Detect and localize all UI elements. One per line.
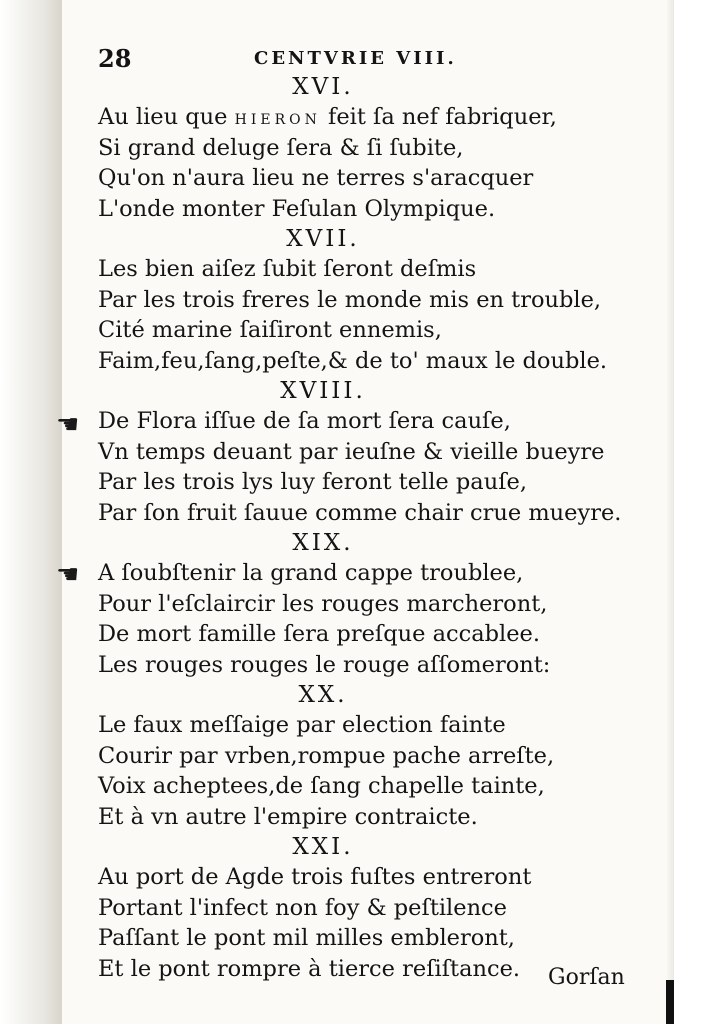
page-number: 28 (98, 44, 132, 73)
verse-line: Par les trois lys luy feront telle pauſe, (98, 469, 528, 495)
verse-line: Paſſant le pont mil milles embleront, (98, 925, 515, 951)
verse-line: Pour l'eſclaircir les rouges marcheront, (98, 590, 548, 617)
verse-line: De mort famille ſera preſque accablee. (98, 621, 541, 647)
quatrain-number: XIX. (292, 530, 354, 556)
verse-line (98, 102, 658, 133)
verse-line: Voix acheptees,de ſang chapelle tainte, (98, 773, 545, 799)
verse-line: Courir par vrben,rompue pache arreſte, (98, 742, 555, 769)
verse-line: Le faux meſſaige par election fainte (98, 712, 506, 738)
verse-line: De Flora iſſue de ſa mort ſera cauſe, (98, 408, 511, 434)
verse-line: Par les trois freres le monde mis en trouble, (98, 286, 602, 313)
verse-line: Les rouges rouges le rouge aſſomeront: (98, 651, 551, 678)
verse-text-prefix: Au lieu que (98, 104, 235, 130)
verse-text-suffix: feit ſa nef fabriquer, (320, 104, 557, 130)
quatrain-number: XVIII. (280, 378, 366, 404)
verse-line: Et à vn autre l'empire contraicte. (98, 803, 478, 830)
verse-line: Au port de Agde trois fuſtes entreront (98, 864, 532, 890)
verse-line: Les bien aiſez ſubit ſeront deſmis (98, 256, 477, 282)
quatrain-number: XXI. (292, 834, 354, 860)
verse-smallcaps: HIERON (234, 112, 321, 128)
verse-line: Vn temps deuant par ieuſne & vieille bueyre (98, 438, 605, 465)
verse-line: Si grand deluge ſera & ſi ſubite, (98, 134, 464, 161)
catchword: Gorſan (548, 965, 625, 990)
quatrain-number: XVI. (292, 74, 354, 100)
verse-line: Par ſon fruit ſauue comme chair crue mueyre. (98, 499, 622, 526)
quatrain-number: XX. (298, 682, 348, 708)
verse-line: L'onde monter Feſulan Olympique. (98, 195, 496, 222)
running-head (98, 44, 658, 72)
page-text (98, 44, 658, 984)
pointing-hand-icon: ☚ (56, 410, 80, 440)
running-title: CENTVRIE VIII. (254, 48, 457, 69)
scan-artifact (666, 980, 674, 1024)
verse-line: Portant l'infect non foy & peſtilence (98, 894, 507, 921)
pointing-hand-icon: ☚ (56, 560, 80, 590)
verse-line: Qu'on n'aura lieu ne terres s'aracquer (98, 165, 534, 191)
page-edge (666, 0, 674, 1024)
verse-line: Cité marine ſaiſiront ennemis, (98, 317, 442, 343)
verse-line: A ſoubſtenir la grand cappe troublee, (98, 560, 524, 586)
gutter-shadow (0, 0, 62, 1024)
quatrain-number: XVII. (286, 226, 360, 252)
verse-line: Faim,feu,ſang,peſte,& de to' maux le double. (98, 347, 608, 374)
scan-margin (674, 0, 726, 1024)
verse-line: Et le pont rompre à tierce reſiſtance. (98, 955, 521, 982)
